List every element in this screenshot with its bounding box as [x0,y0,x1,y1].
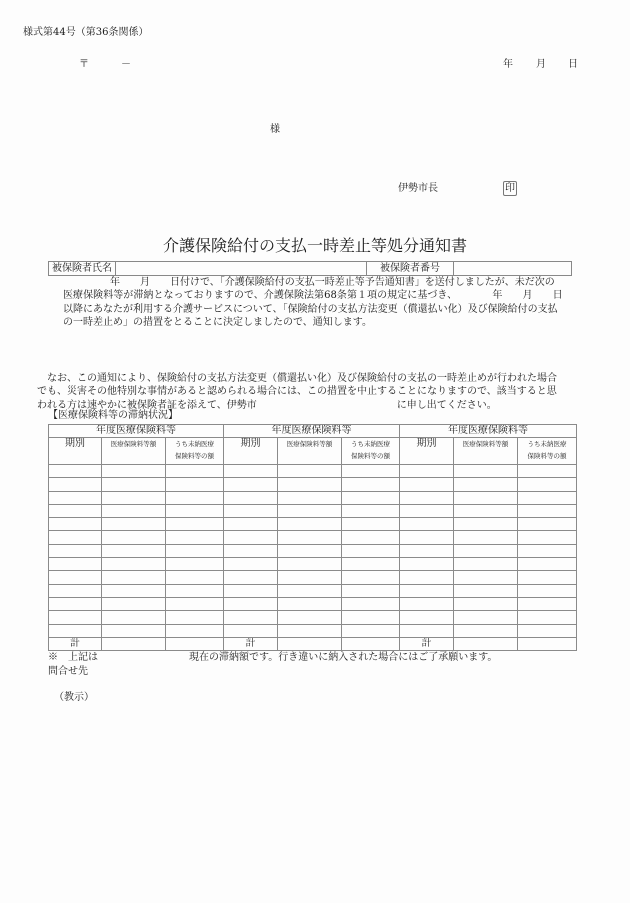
unpaid-cell[interactable] [342,558,400,571]
amount-cell[interactable] [102,597,166,610]
total-amount-cell[interactable] [454,637,518,650]
remedy-line: でも、災害その他特別な事情があると認められる場合には、この措置を中止することになりますので、該当すると思 [37,386,557,398]
amount-cell[interactable] [454,478,518,491]
unpaid-cell[interactable] [166,518,224,531]
unpaid-cell[interactable] [166,544,224,557]
amount-cell[interactable] [102,544,166,557]
period-cell[interactable] [224,558,278,571]
unpaid-cell[interactable] [518,571,577,584]
amount-cell[interactable] [454,611,518,624]
period-cell[interactable] [224,491,278,504]
period-cell[interactable] [49,531,102,544]
period-cell[interactable] [49,478,102,491]
col-period [400,438,454,465]
amount-cell[interactable] [278,584,342,597]
period-cell[interactable] [224,478,278,491]
period-cell[interactable] [224,465,278,478]
col-amount-label: 医療保険料等額 [286,440,333,448]
period-cell[interactable] [224,504,278,517]
total-amount-cell[interactable] [278,637,342,650]
unpaid-cell[interactable] [518,518,577,531]
amount-cell[interactable] [278,478,342,491]
col-unpaid-label-2: 保険料等の額 [351,452,390,460]
amount-cell[interactable] [278,504,342,517]
period-cell[interactable] [400,465,454,478]
remedy-line: なお、この通知により、保険給付の支払方法変更（償還払い化）及び保険給付の支払の一時差止めが行われた場合 [37,373,557,384]
amount-cell[interactable] [454,624,518,637]
group-title: 年度医療保険料等 [49,425,224,438]
unpaid-cell[interactable] [166,465,224,478]
table-row [49,597,577,610]
unpaid-cell[interactable] [166,531,224,544]
amount-cell[interactable] [102,478,166,491]
unpaid-cell[interactable] [518,558,577,571]
notice-paragraph [60,276,563,329]
form-number: 様式第44号（第36条関係） [23,27,149,38]
col-unpaid [518,438,577,465]
col-unpaid-label-1: うち未納医療 [527,440,567,448]
table-row [49,504,577,517]
unpaid-cell[interactable] [342,571,400,584]
col-period [49,438,102,465]
notice-line: 医療保険料等が滞納となっておりますので、介護保険法第68条第１項の規定に基づき、 年 月 日 [63,290,563,302]
period-cell[interactable] [400,531,454,544]
addressee-suffix: 様 [270,124,280,135]
amount-cell[interactable] [454,571,518,584]
unpaid-cell[interactable] [166,478,224,491]
period-cell[interactable] [49,491,102,504]
amount-cell[interactable] [278,465,342,478]
period-cell[interactable] [400,544,454,557]
table-total-row [49,637,577,650]
col-amount-label: 医療保険料等額 [462,440,509,448]
period-cell[interactable] [49,571,102,584]
amount-cell[interactable] [102,504,166,517]
unpaid-cell[interactable] [518,584,577,597]
contact-label: 問合せ先 [48,666,88,677]
col-period-label: 期別 [240,438,261,449]
period-cell[interactable] [224,611,278,624]
amount-cell[interactable] [102,491,166,504]
unpaid-cell[interactable] [518,504,577,517]
notice-line: の一時差止め」の措置をとることに決定しましたので、通知します。 [63,316,372,328]
period-cell[interactable] [49,465,102,478]
total-unpaid-cell[interactable] [342,637,400,650]
amount-cell[interactable] [454,558,518,571]
amount-cell[interactable] [278,558,342,571]
unpaid-cell[interactable] [518,611,577,624]
postal-dash: － [121,59,131,70]
unpaid-cell[interactable] [166,597,224,610]
period-cell[interactable] [400,584,454,597]
unpaid-cell[interactable] [166,491,224,504]
amount-cell[interactable] [102,571,166,584]
amount-cell[interactable] [278,597,342,610]
total-unpaid-cell[interactable] [518,637,577,650]
table-row [49,531,577,544]
amount-cell[interactable] [278,531,342,544]
unpaid-cell[interactable] [342,544,400,557]
col-amount [278,438,342,465]
period-cell[interactable] [49,624,102,637]
amount-cell[interactable] [102,584,166,597]
instruction-label: （教示） [54,692,94,703]
unpaid-cell[interactable] [342,531,400,544]
table-row [49,624,577,637]
issuer: 伊勢市長 [398,183,438,194]
insured-name-label: 被保険者氏名 [49,262,116,275]
period-cell[interactable] [49,544,102,557]
amount-cell[interactable] [278,624,342,637]
unpaid-cell[interactable] [518,478,577,491]
col-unpaid-label-1: うち未納医療 [351,440,390,448]
table-group-header-row [49,425,577,438]
table-row [49,544,577,557]
unpaid-cell[interactable] [518,465,577,478]
amount-cell[interactable] [278,518,342,531]
period-cell[interactable] [224,531,278,544]
col-unpaid [342,438,400,465]
unpaid-cell[interactable] [166,624,224,637]
period-cell[interactable] [224,597,278,610]
table-column-header-row [49,438,577,465]
period-cell[interactable] [49,558,102,571]
unpaid-cell[interactable] [166,584,224,597]
arrears-heading: 【医療保険料等の滞納状況】 [48,410,178,421]
period-cell[interactable] [49,611,102,624]
date-year: 年 [503,59,513,70]
unpaid-cell[interactable] [342,491,400,504]
insured-number-field[interactable] [454,262,571,275]
table-row [49,518,577,531]
amount-cell[interactable] [102,611,166,624]
col-amount [454,438,518,465]
total-unpaid-cell[interactable] [166,637,224,650]
amount-cell[interactable] [102,465,166,478]
unpaid-cell[interactable] [342,478,400,491]
notice-line: 以降にあなたが利用する介護サービスについて、「保険給付の支払方法変更（償還払い化）及び保険給付の支払 [63,303,558,315]
postal-mark: 〒 [79,59,89,70]
unpaid-cell[interactable] [518,544,577,557]
amount-cell[interactable] [102,531,166,544]
total-label: 計 [224,637,278,650]
period-cell[interactable] [49,597,102,610]
unpaid-cell[interactable] [342,611,400,624]
total-amount-cell[interactable] [102,637,166,650]
unpaid-cell[interactable] [518,491,577,504]
group-title: 年度医療保険料等 [224,425,400,438]
insured-info-box [48,261,572,276]
col-period [224,438,278,465]
table-row [49,584,577,597]
period-cell[interactable] [49,504,102,517]
period-cell[interactable] [224,518,278,531]
unpaid-cell[interactable] [342,465,400,478]
unpaid-cell[interactable] [166,558,224,571]
remedy-line: われる方は速やかに被保険者証を添えて、伊勢市 に申し出てください。 [37,399,497,411]
table-row [49,465,577,478]
group-title: 年度医療保険料等 [400,425,577,438]
note-suffix: 現在の滞納額です。行き違いに納入された場合にはご了承願います。 [189,652,498,663]
unpaid-cell[interactable] [342,624,400,637]
seal-icon: 印 [505,183,515,194]
amount-cell[interactable] [102,558,166,571]
amount-cell[interactable] [454,504,518,517]
unpaid-cell[interactable] [342,584,400,597]
unpaid-cell[interactable] [166,611,224,624]
unpaid-cell[interactable] [342,504,400,517]
col-amount [102,438,166,465]
amount-cell[interactable] [278,571,342,584]
amount-cell[interactable] [102,624,166,637]
total-label: 計 [49,637,102,650]
col-period-label: 期別 [65,438,85,449]
period-cell[interactable] [224,624,278,637]
date-month: 月 [536,59,546,70]
table-row [49,571,577,584]
table-row [49,611,577,624]
note-prefix: ※ 上記は [48,652,98,663]
unpaid-cell[interactable] [166,571,224,584]
col-unpaid [166,438,224,465]
insured-number-label: 被保険者番号 [367,262,454,275]
table-row [49,558,577,571]
amount-cell[interactable] [454,518,518,531]
period-cell[interactable] [49,518,102,531]
period-cell[interactable] [400,491,454,504]
period-cell[interactable] [400,571,454,584]
total-label: 計 [400,637,454,650]
amount-cell[interactable] [278,544,342,557]
unpaid-cell[interactable] [342,518,400,531]
amount-cell[interactable] [278,611,342,624]
unpaid-cell[interactable] [518,531,577,544]
amount-cell[interactable] [454,597,518,610]
col-unpaid-label-2: 保険料等の額 [175,452,214,460]
remedy-paragraph [37,372,557,412]
period-cell[interactable] [224,571,278,584]
notice-line: 年 月 日付けで、「介護保険給付の支払一時差止等予告通知書」を送付しましたが、未だ次の [60,277,555,288]
amount-cell[interactable] [454,491,518,504]
period-cell[interactable] [400,478,454,491]
amount-cell[interactable] [454,544,518,557]
unpaid-cell[interactable] [518,597,577,610]
amount-cell[interactable] [454,584,518,597]
unpaid-cell[interactable] [342,597,400,610]
period-cell[interactable] [400,518,454,531]
col-unpaid-label-1: うち未納医療 [175,440,214,448]
unpaid-cell[interactable] [166,504,224,517]
period-cell[interactable] [400,558,454,571]
insured-name-field[interactable] [116,262,367,275]
period-cell[interactable] [49,584,102,597]
table-row [49,491,577,504]
amount-cell[interactable] [454,465,518,478]
table-row [49,478,577,491]
col-unpaid-label-2: 保険料等の額 [527,452,567,460]
amount-cell[interactable] [454,531,518,544]
col-amount-label: 医療保険料等額 [110,440,157,448]
amount-cell[interactable] [102,518,166,531]
period-cell[interactable] [400,504,454,517]
period-cell[interactable] [400,611,454,624]
period-cell[interactable] [400,597,454,610]
period-cell[interactable] [224,544,278,557]
period-cell[interactable] [224,584,278,597]
document-title: 介護保険給付の支払一時差止等処分通知書 [162,236,467,255]
col-period-label: 期別 [416,438,437,449]
period-cell[interactable] [400,624,454,637]
unpaid-cell[interactable] [518,624,577,637]
date-day: 日 [568,59,578,70]
amount-cell[interactable] [278,491,342,504]
arrears-table [48,424,577,651]
